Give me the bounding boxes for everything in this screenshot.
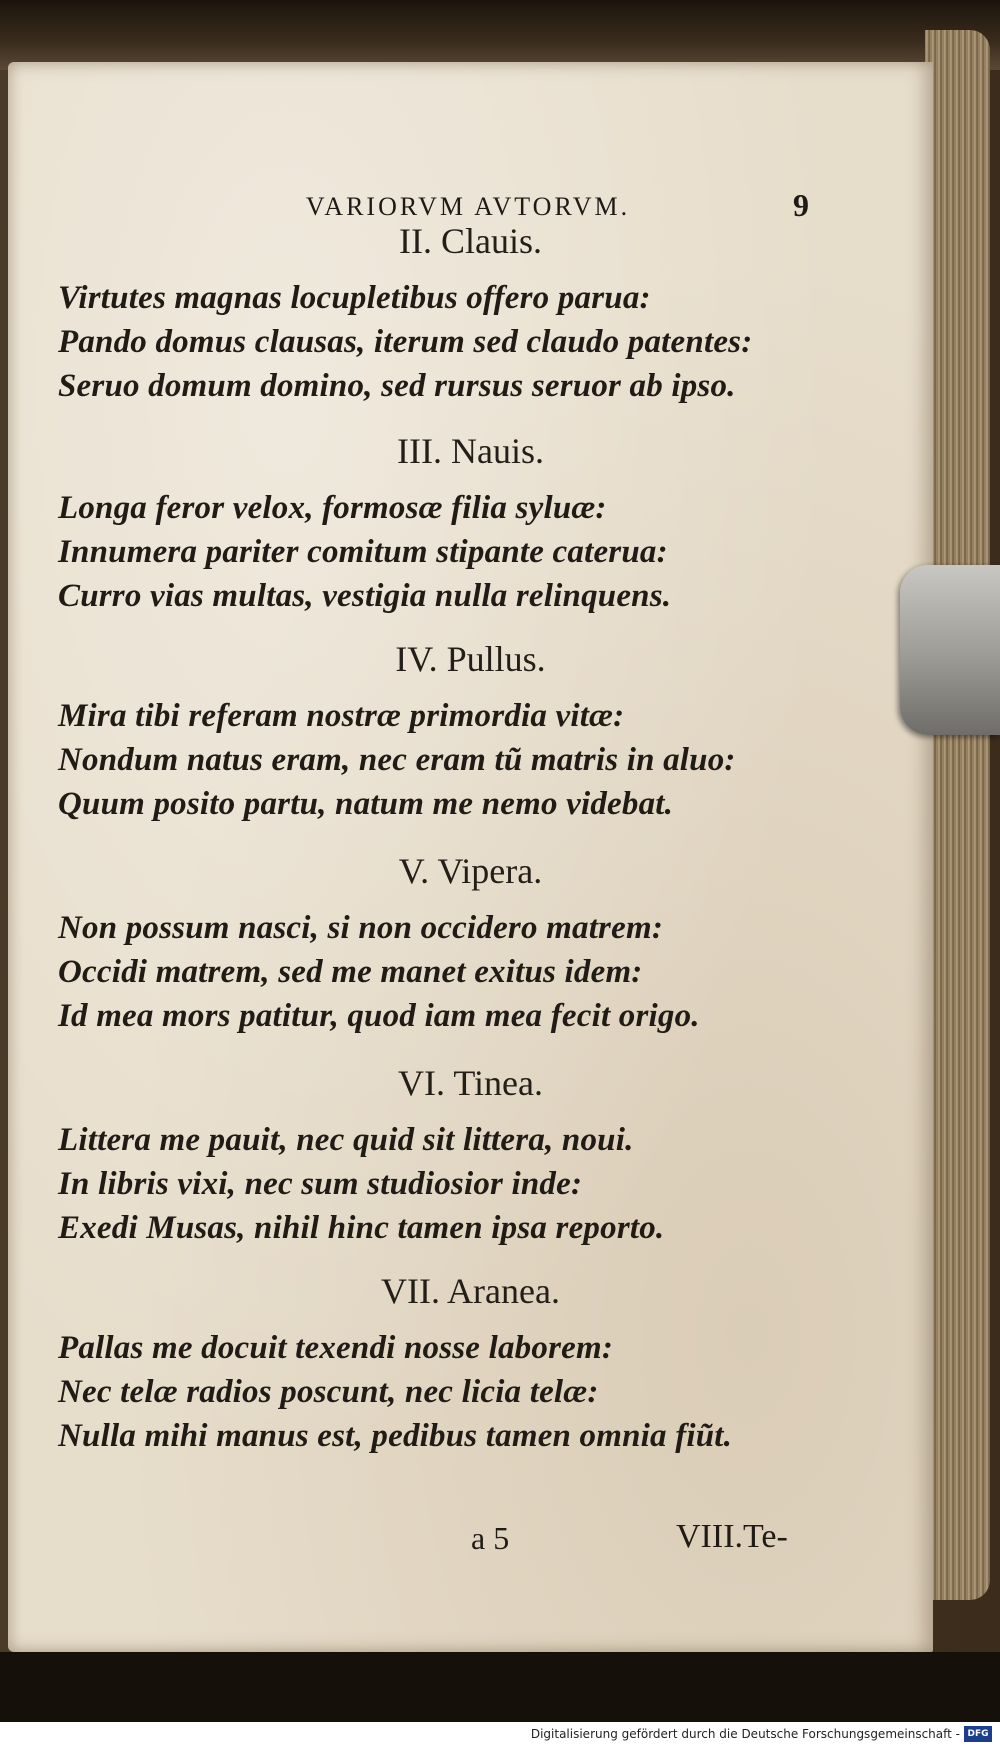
verse-line: Nondum natus eram, nec eram tũ matris in aluo: [58,742,736,778]
verse-line: Non possum nasci, si non occidero matrem: [58,910,664,946]
verse-line: Pallas me docuit texendi nosse laborem: [58,1330,614,1366]
footer-bar [0,1722,1000,1749]
verse-line: Virtutes magnas locupletibus offero parua: [58,280,651,316]
verse-line: Occidi matrem, sed me manet exitus idem: [58,954,643,990]
verse-line: Exedi Musas, nihil hinc tamen ipsa reporto. [58,1210,665,1246]
folio-number: 9 [793,187,809,223]
section-title: V. Vipera. [398,851,543,891]
verse-line: Longa feror velox, formosæ filia syluæ: [58,490,607,526]
verse-line: Quum posito partu, natum me nemo videbat. [58,786,674,822]
verse-line: Innumera pariter comitum stipante caterua: [58,534,668,570]
section-title: VI. Tinea. [397,1063,544,1103]
running-head: VARIORVM AVTORVM. [305,192,631,221]
catchword: VIII.Te- [676,1518,788,1555]
verse-line: Id mea mors patitur, quod iam mea fecit origo. [58,998,700,1034]
verse-line: Mira tibi referam nostræ primordia vitæ: [58,698,625,734]
top-page-edge [0,0,1000,70]
verse-line: In libris vixi, nec sum studiosior inde: [58,1166,583,1202]
verse-line: Nulla mihi manus est, pedibus tamen omnia fiũt. [58,1418,733,1454]
section-title: III. Nauis. [397,431,544,471]
verse-line: Pando domus clausas, iterum sed claudo patentes: [58,324,753,360]
section-title: II. Clauis. [399,221,542,261]
page-clip [900,565,1000,735]
dfg-logo: DFG [964,1726,992,1742]
section-title: VII. Aranea. [381,1271,560,1311]
verse-line: Nec telæ radios poscunt, nec licia telæ: [58,1374,599,1410]
funding-credit: Digitalisierung gefördert durch die Deutsche Forschungsgemeinschaft - [530,1727,960,1741]
verse-line: Seruo domum domino, sed rursus seruor ab ipso. [58,368,736,404]
signature-mark: a 5 [471,1520,510,1556]
verse-line: Littera me pauit, nec quid sit littera, noui. [58,1122,634,1158]
bottom-shadow [0,1652,1000,1722]
verse-line: Curro vias multas, vestigia nulla relinquens. [58,578,672,614]
book-page [8,62,933,1652]
page-stack-edge [925,30,990,1600]
section-title: IV. Pullus. [395,639,546,679]
